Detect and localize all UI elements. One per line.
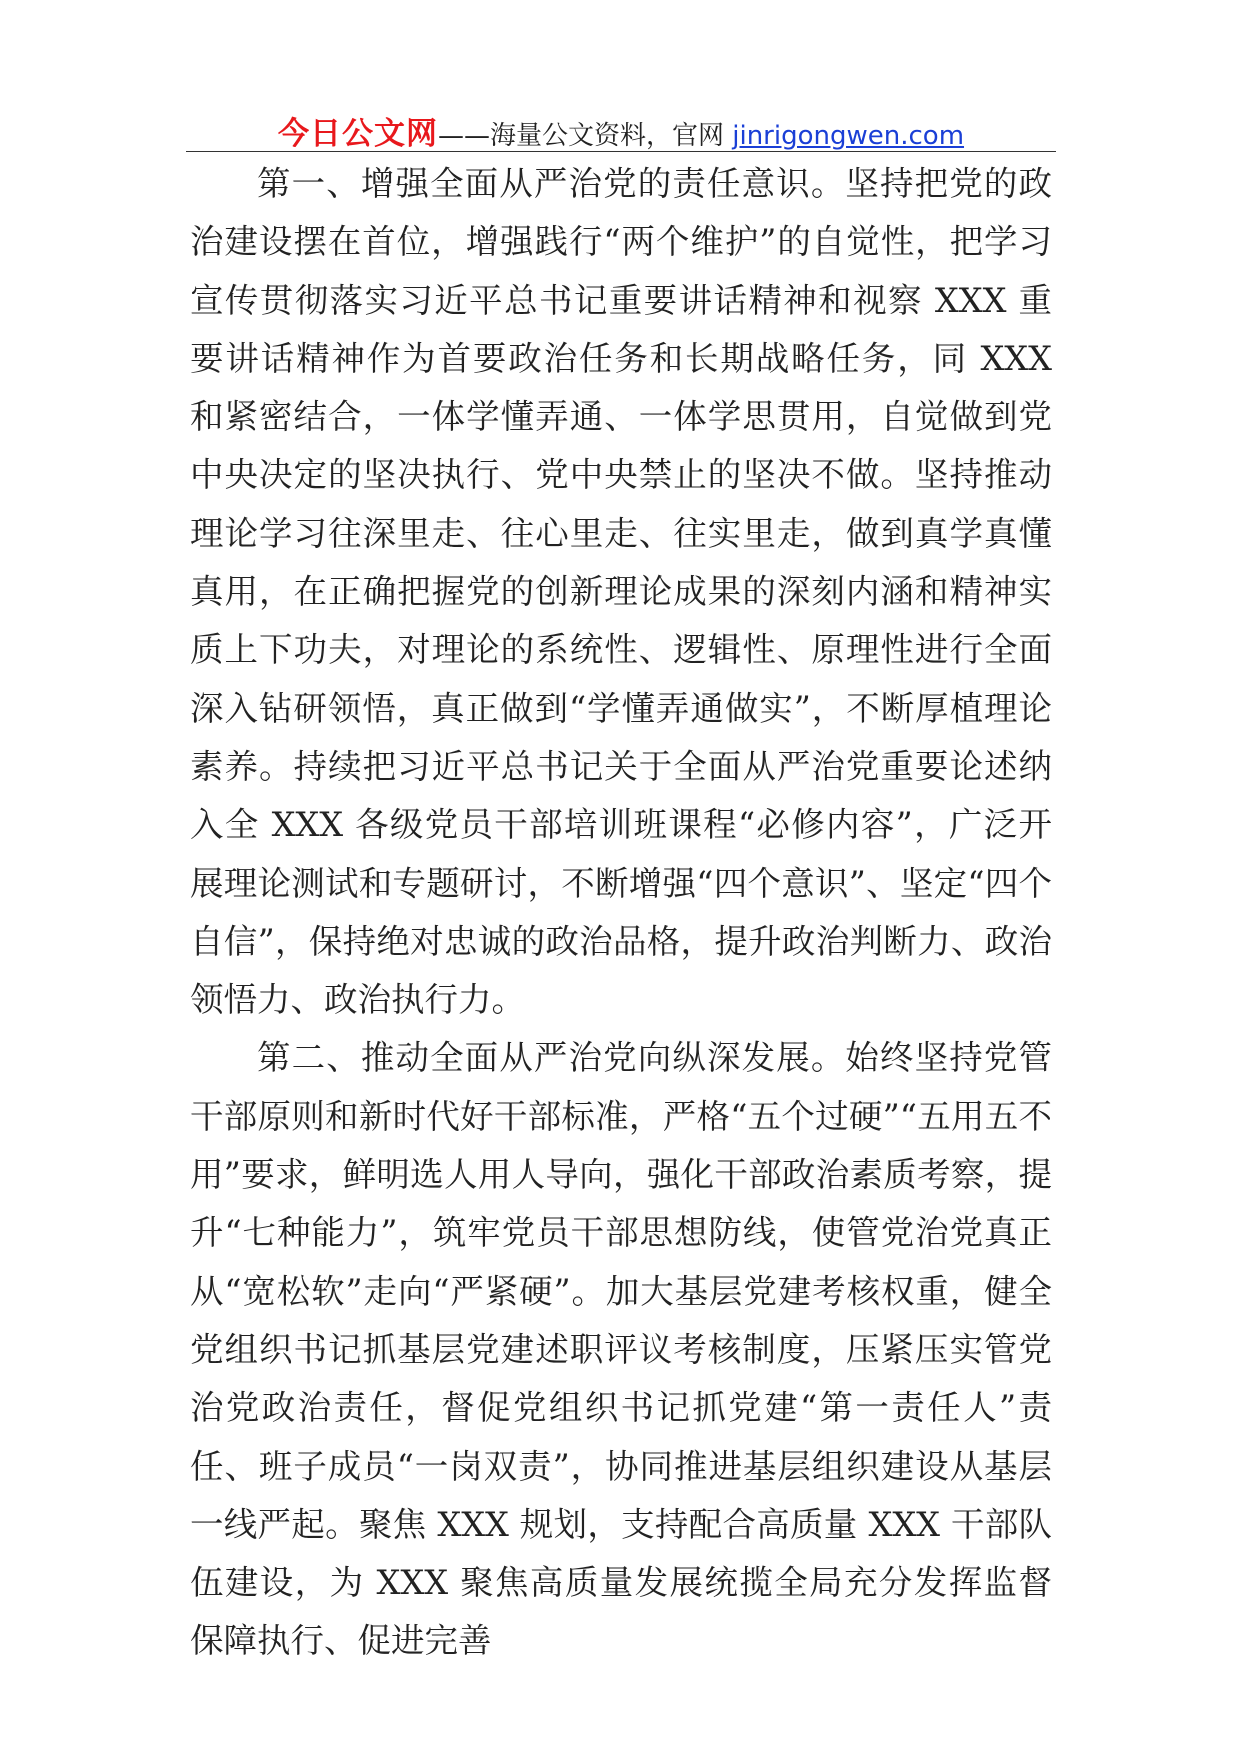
header-dash: ——	[437, 121, 490, 151]
brand-name[interactable]: 今日公文网	[277, 116, 438, 152]
document-body	[190, 155, 1052, 1671]
header-tagline: 海量公文资料，官网	[489, 121, 733, 151]
paragraph-1: 第一、增强全面从严治党的责任意识。坚持把党的政治建设摆在首位，增强践行“两个维护”的自觉性，把学习宣传贯彻落实习近平总书记重要讲话精神和视察 XXX 重要讲话精神作为首要政治任务和长期战略任务，同 XXX 和紧密结合，一体学懂弄通、一体学思贯用，自觉做到党中央决定的坚决执行、党中央禁止的坚决不做。坚持推动理论学习往深里走、往心里走、往实里走，做到真学真懂真用，在正确把握党的创新理论成果的深刻内涵和精神实质上下功夫，对理论的系统性、逻辑性、原理性进行全面深入钻研领悟，真正做到“学懂弄通做实”，不断厚植理论素养。持续把习近平总书记关于全面从严治党重要论述纳入全 XXX 各级党员干部培训班课程“必修内容”，广泛开展理论测试和专题研讨，不断增强“四个意识”、坚定“四个自信”，保持绝对忠诚的政治品格，提升政治判断力、政治领悟力、政治执行力。	[190, 164, 1052, 1020]
header-divider	[186, 151, 1056, 152]
page-header	[186, 108, 1056, 152]
paragraph-2: 第二、推动全面从严治党向纵深发展。始终坚持党管干部原则和新时代好干部标准，严格“五个过硬”“五用五不用”要求，鲜明选人用人导向，强化干部政治素质考察，提升“七种能力”，筑牢党员干部思想防线，使管党治党真正从“宽松软”走向“严紧硬”。加大基层党建考核权重，健全党组织书记抓基层党建述职评议考核制度，压紧压实管党治党政治责任，督促党组织书记抓党建“第一责任人”责任、班子成员“一岗双责”，协同推进基层组织建设从基层一线严起。聚焦 XXX 规划，支持配合高质量 XXX 干部队伍建设，为 XXX 聚焦高质量发展统揽全局充分发挥监督保障执行、促进完善	[190, 1038, 1052, 1661]
site-link[interactable]: jinrigongwen.com	[732, 121, 965, 151]
